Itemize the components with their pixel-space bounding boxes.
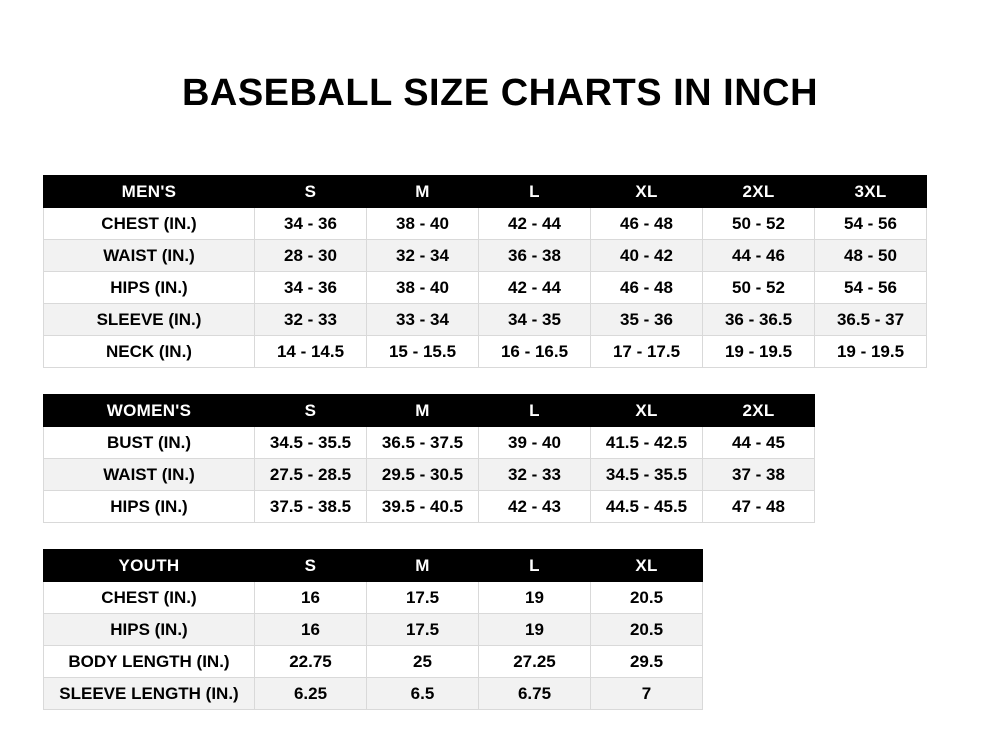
cell: 25 xyxy=(367,646,479,678)
youth-header-s: S xyxy=(255,550,367,582)
womens-table-body xyxy=(44,427,815,523)
row-label: HIPS (IN.) xyxy=(44,614,255,646)
cell: 34.5 - 35.5 xyxy=(255,427,367,459)
cell: 42 - 43 xyxy=(479,491,591,523)
row-label: SLEEVE (IN.) xyxy=(44,304,255,336)
row-label: HIPS (IN.) xyxy=(44,272,255,304)
cell: 32 - 33 xyxy=(479,459,591,491)
cell: 39.5 - 40.5 xyxy=(367,491,479,523)
cell: 46 - 48 xyxy=(591,208,703,240)
table-row xyxy=(44,304,927,336)
row-label: NECK (IN.) xyxy=(44,336,255,368)
cell: 20.5 xyxy=(591,614,703,646)
cell: 6.75 xyxy=(479,678,591,710)
cell: 6.5 xyxy=(367,678,479,710)
youth-header-label: YOUTH xyxy=(44,550,255,582)
cell: 28 - 30 xyxy=(255,240,367,272)
table-row xyxy=(44,614,703,646)
cell: 16 - 16.5 xyxy=(479,336,591,368)
row-label: WAIST (IN.) xyxy=(44,240,255,272)
mens-header-2xl: 2XL xyxy=(703,176,815,208)
youth-size-table xyxy=(43,549,703,710)
cell: 19 - 19.5 xyxy=(703,336,815,368)
cell: 48 - 50 xyxy=(815,240,927,272)
table-row xyxy=(44,427,815,459)
youth-table-body xyxy=(44,582,703,710)
cell: 32 - 33 xyxy=(255,304,367,336)
row-label: BUST (IN.) xyxy=(44,427,255,459)
mens-header-l: L xyxy=(479,176,591,208)
cell: 22.75 xyxy=(255,646,367,678)
youth-header-m: M xyxy=(367,550,479,582)
mens-table-header xyxy=(44,176,927,208)
cell: 19 xyxy=(479,614,591,646)
mens-table-body xyxy=(44,208,927,368)
cell: 29.5 - 30.5 xyxy=(367,459,479,491)
mens-size-table xyxy=(43,175,927,368)
cell: 36 - 38 xyxy=(479,240,591,272)
womens-header-2xl: 2XL xyxy=(703,395,815,427)
womens-header-label: WOMEN'S xyxy=(44,395,255,427)
cell: 14 - 14.5 xyxy=(255,336,367,368)
cell: 17 - 17.5 xyxy=(591,336,703,368)
cell: 34 - 36 xyxy=(255,272,367,304)
mens-header-label: MEN'S xyxy=(44,176,255,208)
cell: 34 - 35 xyxy=(479,304,591,336)
cell: 37 - 38 xyxy=(703,459,815,491)
cell: 27.5 - 28.5 xyxy=(255,459,367,491)
cell: 16 xyxy=(255,614,367,646)
cell: 34 - 36 xyxy=(255,208,367,240)
table-row xyxy=(44,336,927,368)
cell: 6.25 xyxy=(255,678,367,710)
row-label: BODY LENGTH (IN.) xyxy=(44,646,255,678)
cell: 20.5 xyxy=(591,582,703,614)
table-row xyxy=(44,678,703,710)
cell: 38 - 40 xyxy=(367,208,479,240)
cell: 19 xyxy=(479,582,591,614)
mens-header-m: M xyxy=(367,176,479,208)
table-row xyxy=(44,240,927,272)
cell: 50 - 52 xyxy=(703,272,815,304)
cell: 41.5 - 42.5 xyxy=(591,427,703,459)
table-row xyxy=(44,646,703,678)
page-title: BASEBALL SIZE CHARTS IN INCH xyxy=(181,72,819,114)
cell: 32 - 34 xyxy=(367,240,479,272)
youth-table-header xyxy=(44,550,703,582)
cell: 7 xyxy=(591,678,703,710)
cell: 44.5 - 45.5 xyxy=(591,491,703,523)
cell: 40 - 42 xyxy=(591,240,703,272)
youth-header-xl: XL xyxy=(591,550,703,582)
cell: 19 - 19.5 xyxy=(815,336,927,368)
table-row xyxy=(44,272,927,304)
cell: 27.25 xyxy=(479,646,591,678)
cell: 16 xyxy=(255,582,367,614)
row-label: CHEST (IN.) xyxy=(44,208,255,240)
cell: 44 - 46 xyxy=(703,240,815,272)
cell: 54 - 56 xyxy=(815,208,927,240)
cell: 15 - 15.5 xyxy=(367,336,479,368)
row-label: HIPS (IN.) xyxy=(44,491,255,523)
cell: 34.5 - 35.5 xyxy=(591,459,703,491)
womens-header-s: S xyxy=(255,395,367,427)
cell: 36.5 - 37 xyxy=(815,304,927,336)
cell: 47 - 48 xyxy=(703,491,815,523)
womens-table-header xyxy=(44,395,815,427)
womens-header-l: L xyxy=(479,395,591,427)
cell: 29.5 xyxy=(591,646,703,678)
cell: 42 - 44 xyxy=(479,272,591,304)
womens-header-xl: XL xyxy=(591,395,703,427)
table-row xyxy=(44,582,703,614)
mens-header-3xl: 3XL xyxy=(815,176,927,208)
table-row xyxy=(44,491,815,523)
cell: 36.5 - 37.5 xyxy=(367,427,479,459)
charts-container xyxy=(0,115,1000,710)
cell: 17.5 xyxy=(367,582,479,614)
row-label: CHEST (IN.) xyxy=(44,582,255,614)
cell: 33 - 34 xyxy=(367,304,479,336)
mens-header-xl: XL xyxy=(591,176,703,208)
womens-size-table xyxy=(43,394,815,523)
cell: 35 - 36 xyxy=(591,304,703,336)
cell: 17.5 xyxy=(367,614,479,646)
table-header-row xyxy=(44,176,927,208)
cell: 46 - 48 xyxy=(591,272,703,304)
cell: 54 - 56 xyxy=(815,272,927,304)
table-row xyxy=(44,459,815,491)
womens-header-m: M xyxy=(367,395,479,427)
cell: 36 - 36.5 xyxy=(703,304,815,336)
cell: 44 - 45 xyxy=(703,427,815,459)
table-header-row xyxy=(44,395,815,427)
table-row xyxy=(44,208,927,240)
table-header-row xyxy=(44,550,703,582)
cell: 42 - 44 xyxy=(479,208,591,240)
cell: 37.5 - 38.5 xyxy=(255,491,367,523)
mens-header-s: S xyxy=(255,176,367,208)
row-label: WAIST (IN.) xyxy=(44,459,255,491)
cell: 39 - 40 xyxy=(479,427,591,459)
row-label: SLEEVE LENGTH (IN.) xyxy=(44,678,255,710)
cell: 38 - 40 xyxy=(367,272,479,304)
cell: 50 - 52 xyxy=(703,208,815,240)
youth-header-l: L xyxy=(479,550,591,582)
